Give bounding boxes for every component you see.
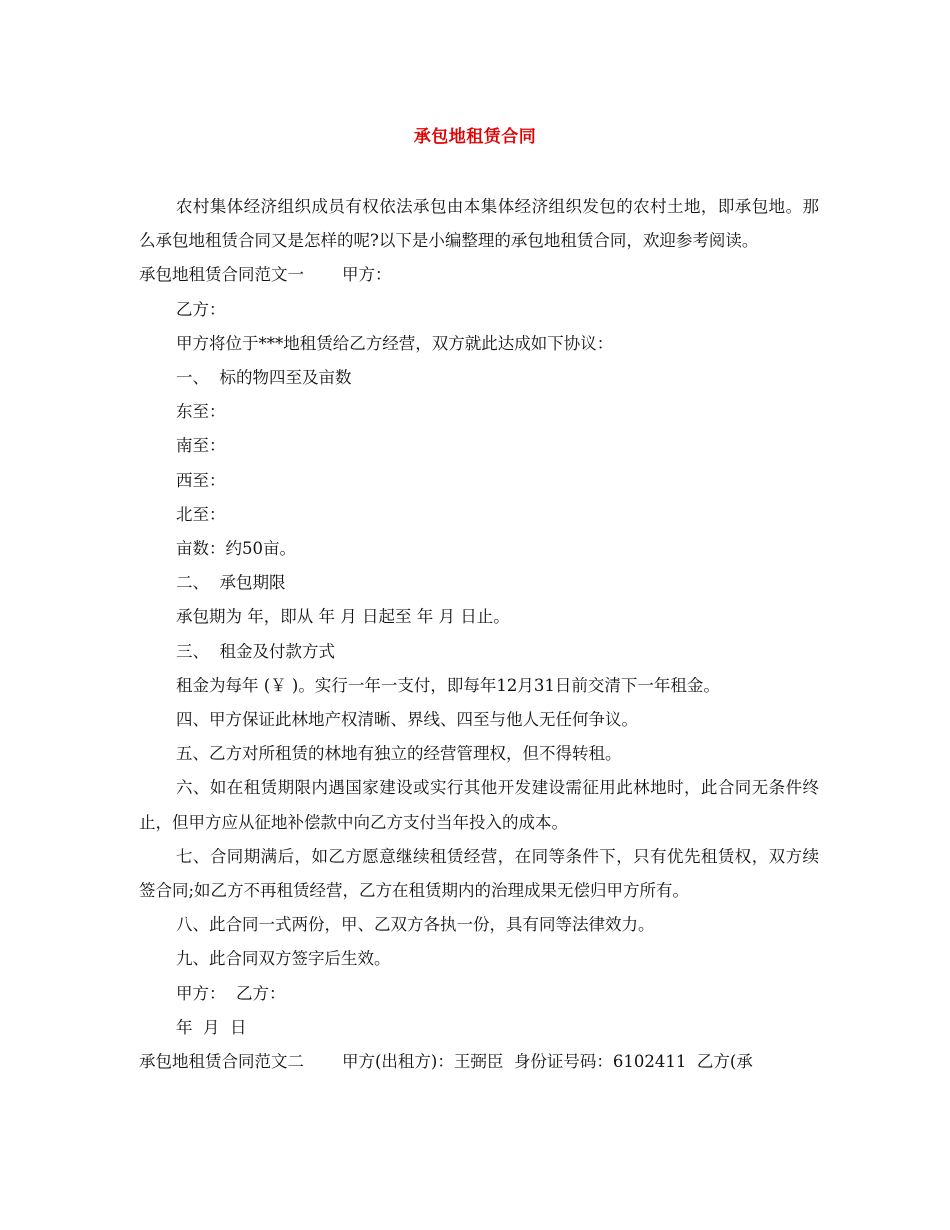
boundary-south: 南至：: [176, 436, 226, 456]
clause-8: 八、此合同一式两份，甲、乙双方各执一份，具有同等法律效力。: [176, 915, 655, 935]
document-body: [139, 190, 819, 1079]
document-title: 承包地租赁合同: [413, 127, 537, 147]
boundary-east: 东至：: [176, 402, 226, 422]
agreement-intro: 甲方将位于***地租赁给乙方经营，双方就此达成如下协议：: [176, 333, 614, 353]
rent-line: 租金为每年 (￥ )。实行一年一支付，即每年12月31日前交清下一年租金。: [176, 675, 720, 695]
section-1-heading: 一、 标的物四至及亩数: [176, 368, 352, 388]
section-3-heading: 三、 租金及付款方式: [176, 641, 335, 661]
sample1-party-a: 甲方：: [342, 265, 392, 285]
clause-7: 七、合同期满后，如乙方愿意继续租赁经营，在同等条件下，只有优先租赁权，双方续签合同;如乙方不再租赁经营，乙方在租赁期内的治理成果无偿归甲方所有。: [139, 846, 819, 901]
clause-5: 五、乙方对所租赁的林地有独立的经营管理权，但不得转租。: [176, 744, 622, 764]
date-line: 年 月 日: [176, 1017, 247, 1037]
sample2-heading: 承包地租赁合同范文二: [139, 1052, 304, 1072]
acreage-line: 亩数：约50亩。: [176, 539, 296, 559]
sample1-line: [139, 258, 819, 292]
boundary-west: 西至：: [176, 470, 226, 490]
intro-paragraph: 农村集体经济组织成员有权依法承包由本集体经济组织发包的农村土地，即承包地。那么承包地租赁合同又是怎样的呢?以下是小编整理的承包地租赁合同，欢迎参考阅读。: [139, 197, 819, 251]
clause-9: 九、此合同双方签字后生效。: [176, 949, 391, 969]
sample2-text: 甲方(出租方)：王弼臣 身份证号码：6102411 乙方(承: [342, 1052, 753, 1072]
boundary-north: 北至：: [176, 504, 226, 524]
clause-4: 四、甲方保证此林地产权清晰、界线、四至与他人无任何争议。: [176, 710, 638, 730]
sample2-line: [139, 1045, 819, 1079]
party-b-label: 乙方：: [176, 299, 226, 319]
section-2-heading: 二、 承包期限: [176, 573, 286, 593]
term-line: 承包期为 年，即从 年 月 日起至 年 月 日止。: [176, 607, 510, 627]
sample1-heading: 承包地租赁合同范文一: [139, 265, 304, 285]
signature-line: 甲方： 乙方：: [176, 983, 286, 1003]
clause-6: 六、如在租赁期限内遇国家建设或实行其他开发建设需征用此林地时，此合同无条件终止，但甲方应从征地补偿款中向乙方支付当年投入的成本。: [139, 778, 819, 832]
